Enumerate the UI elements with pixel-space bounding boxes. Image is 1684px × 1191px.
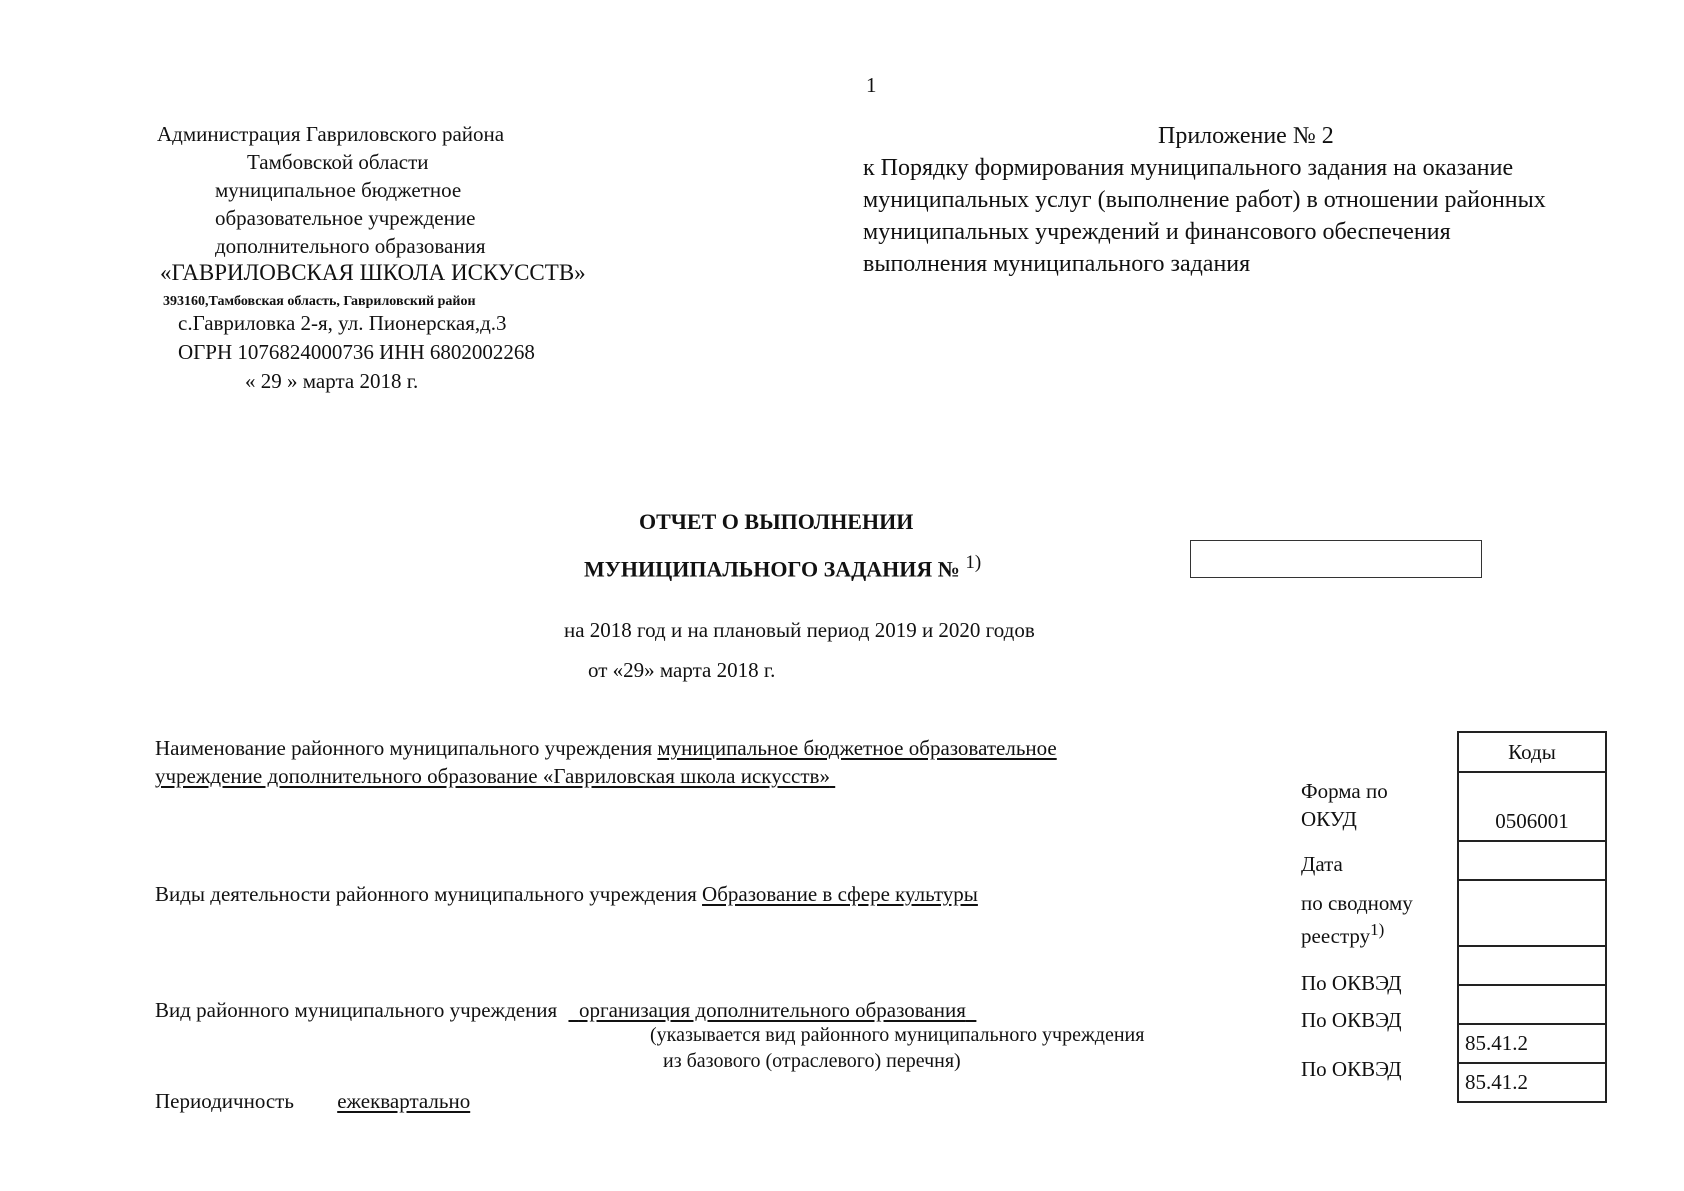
report-title-text: МУНИЦИПАЛЬНОГО ЗАДАНИЯ № bbox=[584, 556, 960, 582]
report-date: от «29» марта 2018 г. bbox=[588, 658, 776, 682]
institution-type-note1: (указывается вид районного муниципального учреждения bbox=[650, 1024, 1145, 1046]
org-postal-address: 393160,Тамбовская область, Гавриловский район bbox=[163, 294, 476, 309]
codes-header: Коды bbox=[1458, 732, 1606, 772]
institution-name-row bbox=[155, 736, 1057, 761]
org-name: «ГАВРИЛОВСКАЯ ШКОЛА ИСКУССТВ» bbox=[160, 260, 586, 285]
institution-name-continuation bbox=[155, 764, 1120, 789]
okved-label-1: По ОКВЭД bbox=[1301, 971, 1402, 995]
date-label: Дата bbox=[1301, 852, 1343, 876]
appendix-title: Приложение № 2 bbox=[1158, 123, 1334, 149]
periodicity-label: Периодичность bbox=[155, 1089, 294, 1113]
okud-label-line1: Форма по bbox=[1301, 779, 1388, 803]
codes-table bbox=[1457, 731, 1607, 1103]
registry-label-line2 bbox=[1301, 920, 1384, 949]
org-type-line2: образовательное учреждение bbox=[215, 206, 476, 230]
okved-value-cell-empty-1 bbox=[1458, 946, 1606, 985]
date-value-cell bbox=[1458, 841, 1606, 880]
report-title-footnote: 1) bbox=[965, 552, 982, 573]
institution-name-value-part2: учреждение дополнительного образование «Гавриловская школа искусств» bbox=[155, 764, 830, 788]
institution-type-label: Вид районного муниципального учреждения bbox=[155, 998, 558, 1022]
org-date: « 29 » марта 2018 г. bbox=[245, 369, 419, 393]
institution-type-row bbox=[155, 998, 976, 1023]
okved-label-3: По ОКВЭД bbox=[1301, 1057, 1402, 1081]
registry-footnote: 1) bbox=[1370, 920, 1385, 939]
activity-label: Виды деятельности районного муниципального учреждения bbox=[155, 882, 697, 906]
report-title-line1: ОТЧЕТ О ВЫПОЛНЕНИИ bbox=[639, 509, 914, 534]
institution-name-label: Наименование районного муниципального учреждения bbox=[155, 736, 653, 760]
okved-value-cell-empty-2 bbox=[1458, 985, 1606, 1024]
report-title-line2 bbox=[584, 552, 981, 582]
okved-label-2: По ОКВЭД bbox=[1301, 1008, 1402, 1032]
institution-type-value: организация дополнительного образования bbox=[578, 998, 966, 1022]
registry-value-cell bbox=[1458, 880, 1606, 946]
activity-value: Образование в сфере культуры bbox=[702, 882, 978, 906]
appendix-text: к Порядку формирования муниципального задания на оказание муниципальных услуг (выполнение работ) в отношении районных муниципальных учреждений и финансового обеспечения выполнения муниципального задания bbox=[863, 155, 1546, 277]
okved-value-2: 85.41.2 bbox=[1458, 1063, 1606, 1102]
page-number: 1 bbox=[866, 73, 877, 97]
periodicity-value: ежеквартально bbox=[337, 1089, 471, 1113]
institution-name-value-part1: муниципальное бюджетное образовательное bbox=[657, 736, 1057, 760]
institution-type-note2: из базового (отраслевого) перечня) bbox=[663, 1050, 961, 1072]
okud-label-line2: ОКУД bbox=[1301, 807, 1357, 831]
report-number-field[interactable] bbox=[1190, 540, 1482, 578]
underline-fill bbox=[830, 764, 1120, 789]
org-type-line1: муниципальное бюджетное bbox=[215, 178, 462, 202]
report-period: на 2018 год и на плановый период 2019 и 2020 годов bbox=[564, 618, 1035, 642]
okud-value: 0506001 bbox=[1458, 772, 1606, 841]
org-street-address: с.Гавриловка 2-я, ул. Пионерская,д.3 bbox=[178, 311, 507, 335]
org-region: Тамбовской области bbox=[247, 150, 429, 174]
org-administration: Администрация Гавриловского района bbox=[157, 122, 505, 146]
activity-row bbox=[155, 882, 978, 907]
okved-value-1: 85.41.2 bbox=[1458, 1024, 1606, 1063]
registry-label-line1: по сводному bbox=[1301, 891, 1413, 915]
org-type-line3: дополнительного образования bbox=[215, 234, 486, 258]
registry-label-text: реестру bbox=[1301, 924, 1371, 948]
periodicity-row bbox=[155, 1089, 470, 1114]
org-ogrn-inn: ОГРН 1076824000736 ИНН 6802002268 bbox=[178, 340, 535, 364]
